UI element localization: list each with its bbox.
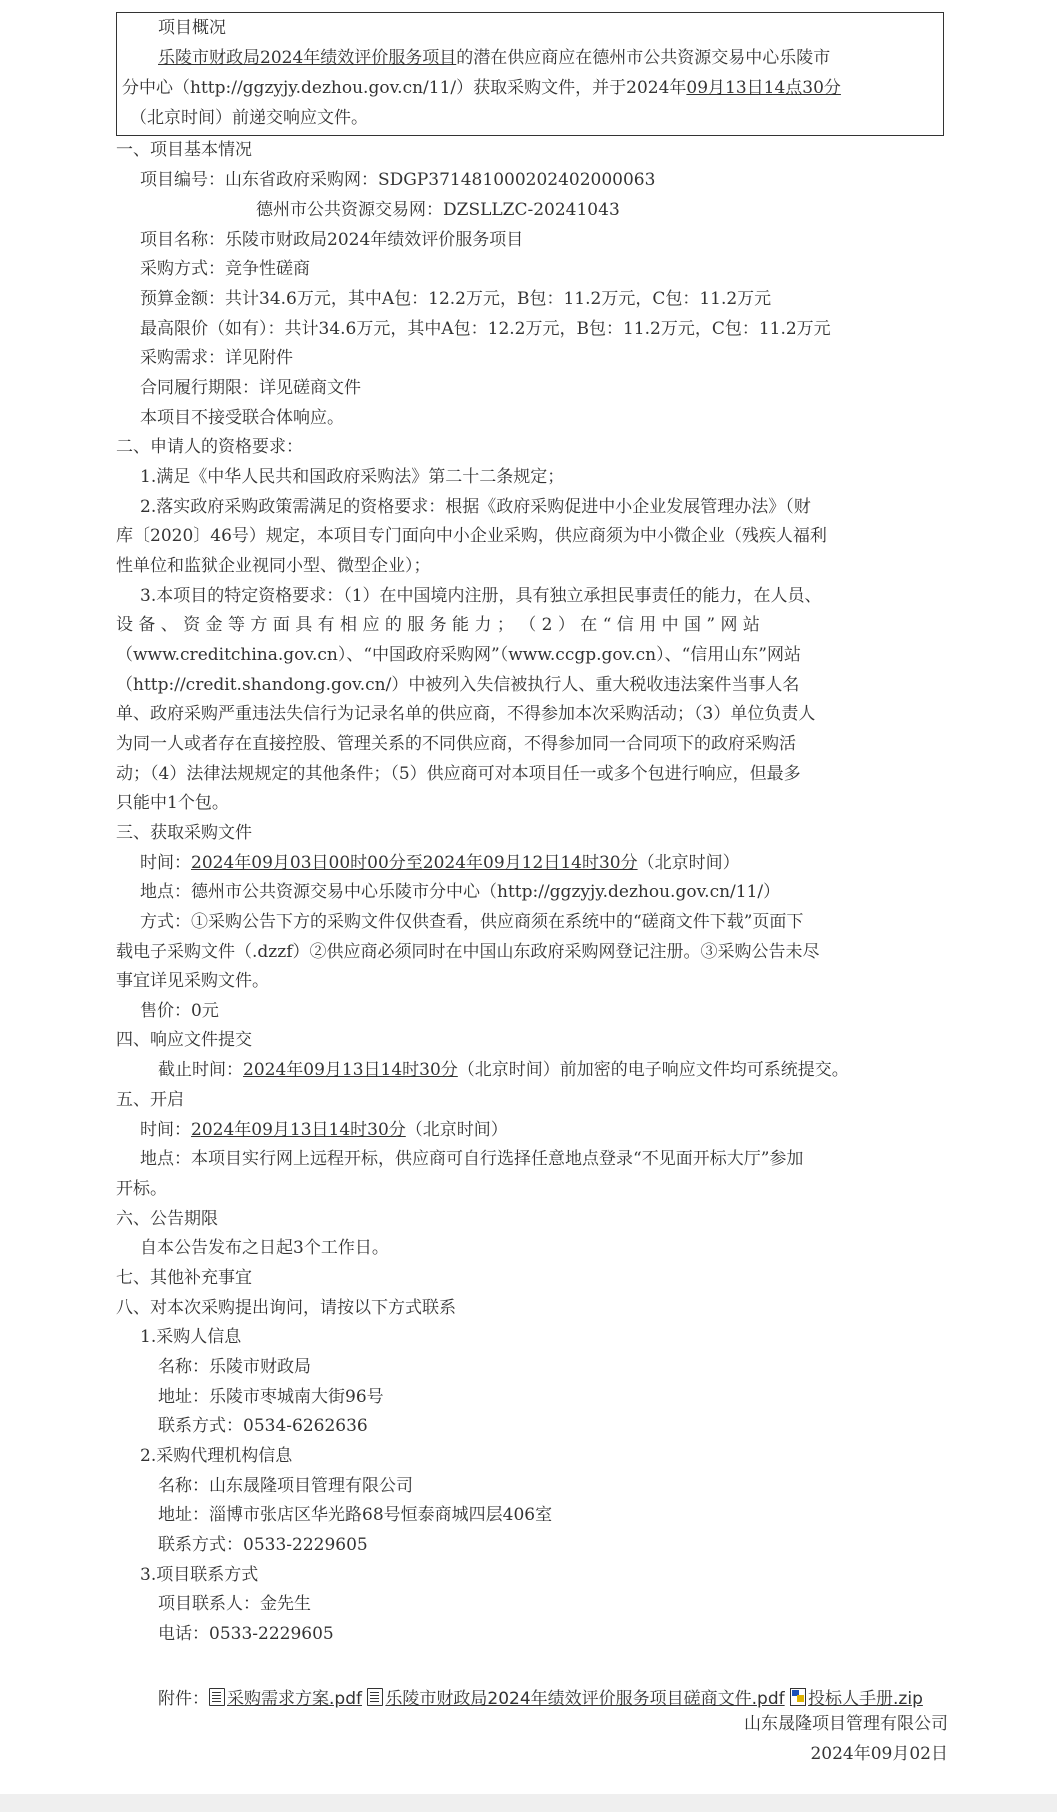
requirement-1: 1.满足《中华人民共和国政府采购法》第二十二条规定； (140, 467, 565, 487)
signature-date: 2024年09月02日 (810, 1744, 948, 1764)
announcement-period: 自本公告发布之日起3个工作日。 (140, 1238, 389, 1258)
section-6-title: 六、公告期限 (116, 1209, 218, 1229)
section-5-title: 五、开启 (116, 1090, 184, 1110)
procurement-method: 采购方式：竞争性磋商 (140, 259, 310, 279)
section-3-title: 三、获取采购文件 (116, 823, 252, 843)
attachments-row (158, 1684, 923, 1709)
pdf-file-icon (367, 1688, 383, 1706)
requirement-3-line-5: 单、政府采购严重违法失信行为记录名单的供应商，不得参加本次采购活动；（3）单位负责人 (116, 704, 816, 724)
project-contact-person: 项目联系人：金先生 (158, 1594, 311, 1614)
opening-place-line-2: 开标。 (116, 1179, 167, 1199)
requirement-3-line-1: 3.本项目的特定资格要求：（1）在中国境内注册，具有独立承担民事责任的能力，在人员、 (140, 586, 822, 606)
page-footer-bar (0, 1794, 1057, 1812)
consortium-note: 本项目不接受联合体响应。 (140, 408, 344, 428)
attachment-link-3[interactable]: 投标人手册.zip (790, 1689, 923, 1709)
section-4-title: 四、响应文件提交 (116, 1030, 252, 1050)
section-7-title: 七、其他补充事宜 (116, 1268, 252, 1288)
budget: 预算金额：共计34.6万元，其中A包：12.2万元，B包：11.2万元，C包：11.2万元 (140, 289, 772, 309)
project-contact-title: 3.项目联系方式 (140, 1565, 259, 1585)
attachment-link-1[interactable]: 采购需求方案.pdf (209, 1689, 362, 1709)
purchaser-address: 地址：乐陵市枣城南大街96号 (158, 1387, 384, 1407)
requirement-2-line-1: 2.落实政府采购政策需满足的资格要求：根据《政府采购促进中小企业发展管理办法》（财 (140, 497, 811, 517)
project-name: 项目名称：乐陵市财政局2024年绩效评价服务项目 (140, 230, 524, 250)
project-code-1: 项目编号：山东省政府采购网：SDGP371481000202402000063 (140, 170, 656, 190)
requirement-2-line-2: 库〔2020〕46号）规定，本项目专门面向中小企业采购，供应商须为中小微企业（残疾人福利 (116, 526, 827, 546)
overview-line-3: （北京时间）前递交响应文件。 (130, 108, 368, 128)
attachment-link-2[interactable]: 乐陵市财政局2024年绩效评价服务项目磋商文件.pdf (367, 1689, 784, 1709)
document-place: 地点：德州市公共资源交易中心乐陵市分中心（http://ggzyjy.dezhou.gov.cn/11/） (140, 882, 781, 902)
attachments-label: 附件： (158, 1689, 209, 1709)
purchaser-name: 名称：乐陵市财政局 (158, 1357, 311, 1377)
overview-line-1: 乐陵市财政局2024年绩效评价服务项目的潜在供应商应在德州市公共资源交易中心乐陵市 (158, 48, 831, 68)
agency-title: 2.采购代理机构信息 (140, 1446, 293, 1466)
requirement-3-line-4: （http://credit.shandong.gov.cn/）中被列入失信被执行人、重大税收违法案件当事人名 (116, 675, 800, 695)
document-way-line-3: 事宜详见采购文件。 (116, 971, 269, 991)
opening-place-line-1: 地点：本项目实行网上远程开标，供应商可自行选择任意地点登录“不见面开标大厅”参加 (140, 1149, 804, 1169)
overview-heading: 项目概况 (158, 18, 226, 38)
max-price: 最高限价（如有）：共计34.6万元，其中A包：12.2万元，B包：11.2万元，C包：11.2万元 (140, 319, 831, 339)
purchaser-title: 1.采购人信息 (140, 1327, 242, 1347)
agency-address: 地址：淄博市张店区华光路68号恒泰商城四层406室 (158, 1505, 553, 1525)
agency-phone: 联系方式：0533-2229605 (158, 1535, 368, 1555)
zip-file-icon (790, 1688, 806, 1706)
requirement-3-line-8: 只能中1个包。 (116, 793, 229, 813)
requirement-3-line-2: 设 备 、 资 金 等 方 面 具 有 相 应 的 服 务 能 力 ； （ 2 ） 在 “ 信 用 中 国 ” 网 站 (116, 615, 760, 635)
requirement-3-line-3: （www.creditchina.gov.cn）、“中国政府采购网”（www.ccgp.gov.cn）、“信用山东”网站 (116, 645, 801, 665)
section-1-title: 一、项目基本情况 (116, 140, 252, 160)
document-price: 售价：0元 (140, 1001, 219, 1021)
overview-deadline: 09月13日14点30分 (686, 78, 841, 98)
document-way-line-2: 载电子采购文件（.dzzf）②供应商必须同时在中国山东政府采购网登记注册。③采购公告未尽 (116, 942, 820, 962)
requirement-3-line-7: 动；（4）法律法规规定的其他条件；（5）供应商可对本项目任一或多个包进行响应，但最多 (116, 764, 801, 784)
agency-name: 名称：山东晟隆项目管理有限公司 (158, 1476, 413, 1496)
document-way-line-1: 方式：①采购公告下方的采购文件仅供查看，供应商须在系统中的“磋商文件下载”页面下 (140, 912, 804, 932)
requirement-2-line-3: 性单位和监狱企业视同小型、微型企业）； (116, 556, 431, 576)
pdf-file-icon (209, 1688, 225, 1706)
project-code-2: 德州市公共资源交易网：DZSLLZC-20241043 (256, 200, 620, 220)
submission-deadline: 截止时间：2024年09月13日14时30分（北京时间）前加密的电子响应文件均可系统提交。 (158, 1060, 849, 1080)
overview-line-2: 分中心（http://ggzyjy.dezhou.gov.cn/11/）获取采购文件，并于2024年09月13日14点30分 (122, 78, 841, 98)
signature-org: 山东晟隆项目管理有限公司 (744, 1714, 948, 1734)
procurement-need: 采购需求：详见附件 (140, 348, 293, 368)
document-time: 时间：2024年09月03日00时00分至2024年09月12日14时30分（北京时间） (140, 853, 740, 873)
requirement-3-line-6: 为同一人或者存在直接控股、管理关系的不同供应商，不得参加同一合同项下的政府采购活 (116, 734, 796, 754)
project-contact-phone: 电话：0533-2229605 (158, 1624, 334, 1644)
section-2-title: 二、申请人的资格要求： (116, 437, 303, 457)
project-name-link: 乐陵市财政局2024年绩效评价服务项目 (158, 48, 457, 68)
contract-period: 合同履行期限：详见磋商文件 (140, 378, 361, 398)
opening-time: 时间：2024年09月13日14时30分（北京时间） (140, 1120, 508, 1140)
purchaser-phone: 联系方式：0534-6262636 (158, 1416, 368, 1436)
section-8-title: 八、对本次采购提出询问，请按以下方式联系 (116, 1298, 456, 1318)
